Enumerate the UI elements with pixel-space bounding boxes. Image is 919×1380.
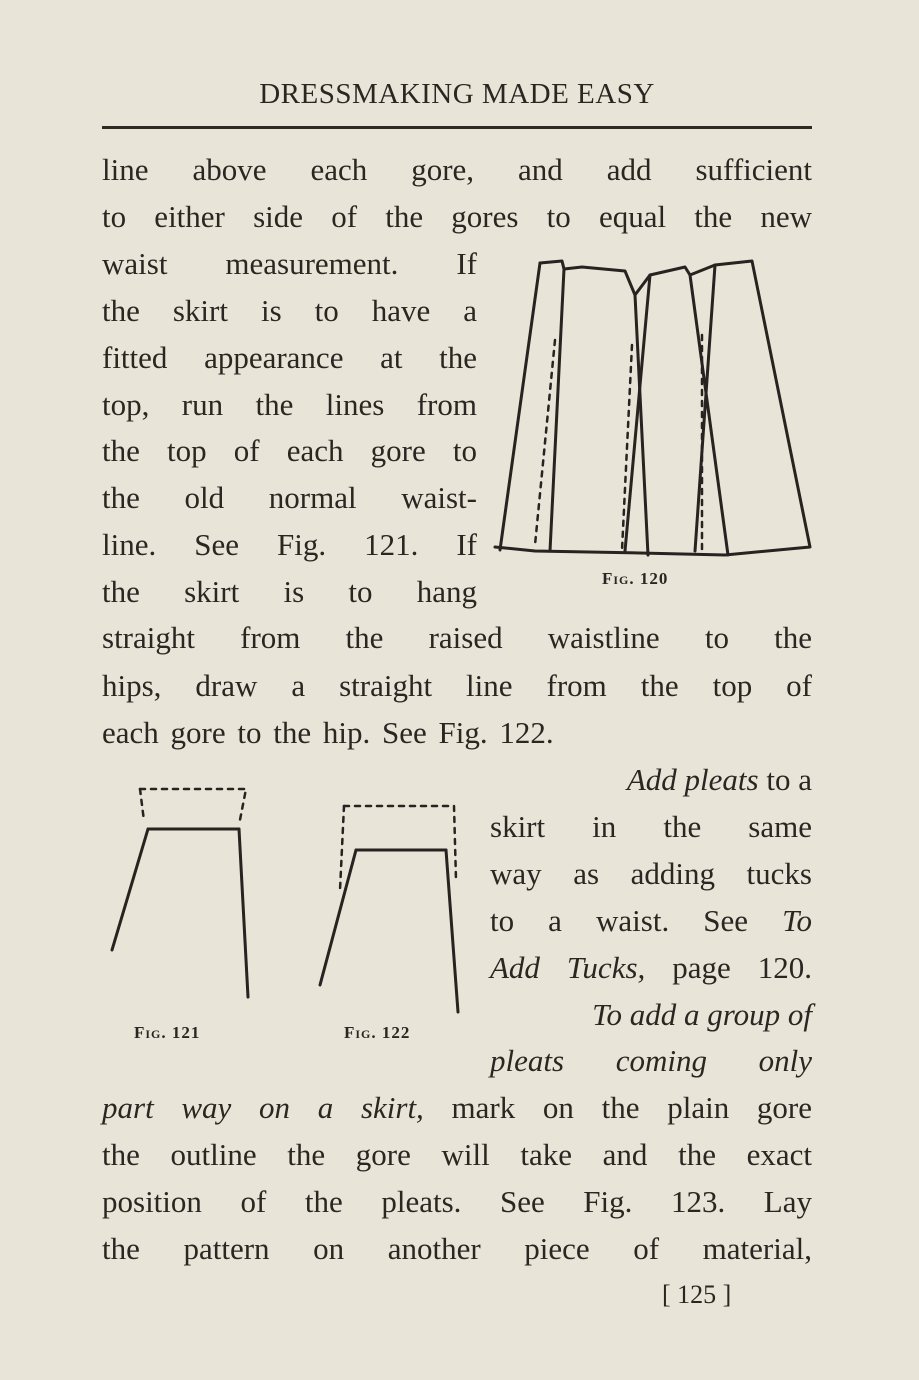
- italic-run: Add pleats: [626, 762, 759, 797]
- text-line: [530, 760, 812, 800]
- text-line: the top of each gore to: [102, 433, 477, 468]
- italic-run: part way on a skirt,: [102, 1090, 424, 1125]
- figure-120-skirt-gores: [490, 255, 820, 565]
- text-line: To add a group of: [592, 997, 812, 1032]
- text-run: mark on the plain gore: [423, 1090, 812, 1125]
- text-line: the old normal waist-: [102, 480, 477, 515]
- header-rule: [102, 126, 812, 129]
- text-line: [490, 901, 812, 941]
- figure-120-caption: Fig. 120: [602, 569, 669, 588]
- text-line: hips, draw a straight line from the top of: [102, 668, 812, 703]
- text-line: straight from the raised waistline to the: [102, 620, 812, 655]
- text-run: to a: [758, 762, 812, 797]
- text-line: each gore to the hip. See Fig. 122.: [102, 715, 554, 750]
- text-line: the skirt is to have a: [102, 293, 477, 328]
- figure-121-caption: Fig. 121: [134, 1023, 201, 1042]
- figure-122-straight-gore: [312, 800, 472, 1020]
- italic-run: To: [782, 903, 812, 938]
- text-line: fitted appearance at the: [102, 340, 477, 375]
- text-line: way as adding tucks: [490, 856, 812, 891]
- text-line: [490, 948, 812, 988]
- text-run: page 120.: [645, 950, 812, 985]
- text-line: top, run the lines from: [102, 387, 477, 422]
- text-line: line. See Fig. 121. If: [102, 527, 477, 562]
- text-line: [102, 1088, 812, 1128]
- italic-run: Add Tucks,: [490, 950, 646, 985]
- running-head: DRESSMAKING MADE EASY: [259, 78, 655, 110]
- figure-121-fitted-gore: [108, 785, 258, 1005]
- text-line: the outline the gore will take and the exact: [102, 1137, 812, 1172]
- text-line: skirt in the same: [490, 809, 812, 844]
- figure-122-caption: Fig. 122: [344, 1023, 411, 1042]
- text-line: position of the pleats. See Fig. 123. Lay: [102, 1184, 812, 1219]
- text-run: to a waist. See: [490, 903, 783, 938]
- text-line: line above each gore, and add sufficient: [102, 152, 812, 187]
- text-line: pleats coming only: [490, 1043, 812, 1078]
- text-line: the pattern on another piece of material,: [102, 1231, 812, 1266]
- page-number: [ 125 ]: [662, 1280, 732, 1309]
- text-line: waist measurement. If: [102, 246, 477, 281]
- text-line: to either side of the gores to equal the new: [102, 199, 812, 234]
- text-line: the skirt is to hang: [102, 574, 477, 609]
